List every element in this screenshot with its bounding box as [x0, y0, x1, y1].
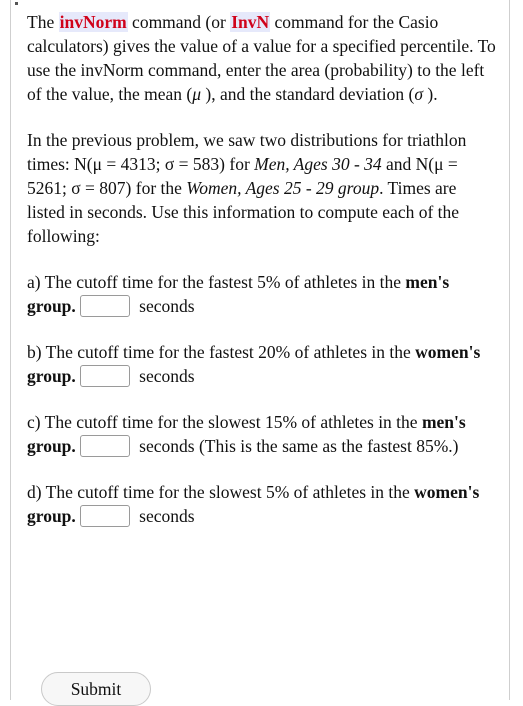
answer-d-input[interactable] [80, 505, 130, 527]
sigma-symbol: σ [414, 84, 423, 104]
context-paragraph [27, 128, 497, 248]
unit-label: seconds (This is the same as the fastest 85%.) [134, 436, 459, 456]
invn-keyword: InvN [231, 12, 270, 32]
question-d [27, 480, 497, 528]
question-b [27, 340, 497, 388]
women-distribution: μ = 5261; σ = 807) for the [27, 154, 458, 198]
unit-label: seconds [134, 366, 195, 386]
intro-text: The [27, 12, 59, 32]
question-group: men's group. [27, 412, 466, 456]
question-group: men's group. [27, 272, 450, 316]
men-distribution: μ = 4313; σ = 583) for [92, 154, 255, 174]
answer-c-input[interactable] [80, 435, 130, 457]
question-a [27, 270, 497, 318]
problem-panel [10, 0, 510, 700]
question-text: b) The cutoff time for the fastest 20% of athletes in the [27, 342, 416, 362]
intro-text: ). [423, 84, 438, 104]
problem-content [27, 10, 497, 528]
unit-label: seconds [134, 506, 195, 526]
mu-symbol: μ [192, 84, 202, 104]
context-text: . Times are listed in seconds. Use this information to compute each of the following: [27, 178, 460, 246]
question-c [27, 410, 497, 458]
intro-paragraph [27, 10, 497, 106]
invnorm-keyword: invNorm [59, 12, 127, 32]
answer-b-input[interactable] [80, 365, 130, 387]
intro-text: ), and the standard deviation ( [201, 84, 415, 104]
answer-a-input[interactable] [80, 295, 130, 317]
intro-text: command for the Casio calculators) gives the value of a value for a specified percentile. To use the invNorm command, enter the area (probability) to the left of the value, the mean ( [27, 12, 496, 104]
men-group-label: Men, Ages 30 - 34 [254, 154, 382, 174]
intro-text: command (or [127, 12, 231, 32]
context-text: In the previous problem, we saw two distributions for triathlon times: N( [27, 130, 467, 174]
question-group: women's group. [27, 342, 481, 386]
question-text: d) The cutoff time for the slowest 5% of athletes in the [27, 482, 415, 502]
corner-dot [15, 2, 18, 5]
submit-button[interactable]: Submit [41, 672, 151, 706]
question-text: c) The cutoff time for the slowest 15% of athletes in the [27, 412, 422, 432]
context-text: and N( [381, 154, 435, 174]
women-group-label: Women, Ages 25 - 29 group [186, 178, 380, 198]
unit-label: seconds [134, 296, 195, 316]
question-group: women's group. [27, 482, 480, 526]
question-text: a) The cutoff time for the fastest 5% of athletes in the [27, 272, 406, 292]
